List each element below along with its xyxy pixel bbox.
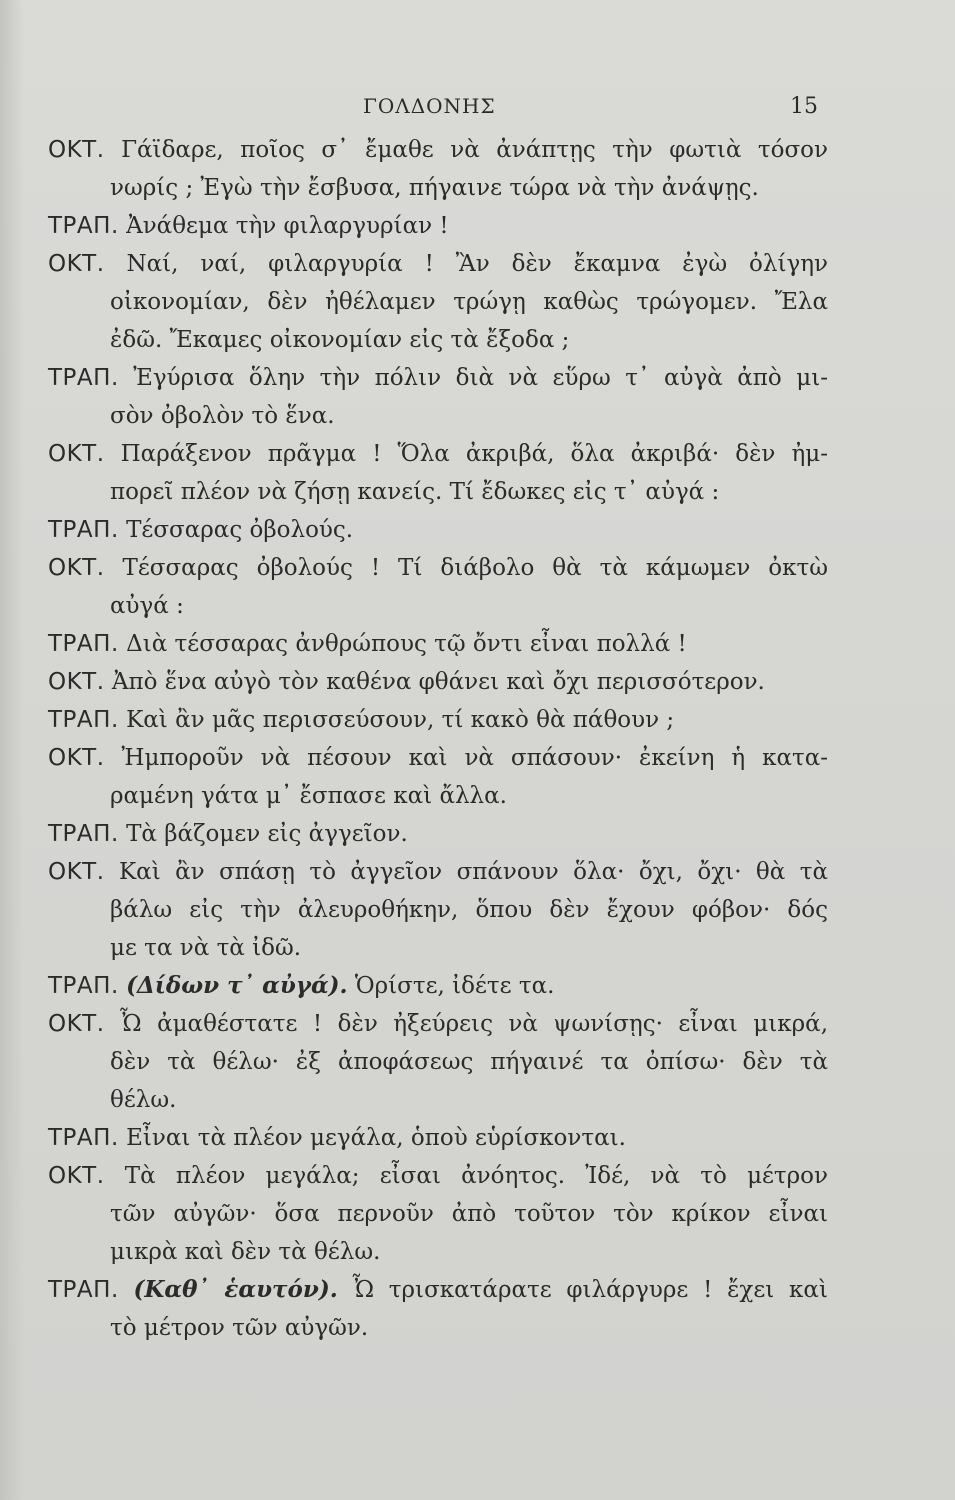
dialogue-line-text: Ὦ τρισκατάρατε φιλάργυρε ! ἔχει καὶ [352,1277,828,1303]
dialogue-continuation-line [48,1081,828,1119]
dialogue-line-text: Τὰ πλέον μεγάλα; εἶσαι ἀνόητος. Ἰδέ, νὰ τὸ μέτρον [124,1163,829,1189]
stage-direction: (Καθ᾽ ἑαυτόν). [133,1276,338,1303]
dialogue-line-text: Παράξενον πρᾶγμα ! Ὅλα ἀκριβά, ὅλα ἀκριβά· δὲν ἠμ- [120,441,828,467]
dialogue-first-line [48,1271,828,1309]
dialogue-text [48,131,828,1347]
dialogue-line-text: Τέσσαρας ὀβολούς. [126,517,354,543]
dialogue-line-text: Ναί, ναί, φιλαργυρία ! Ἂν δὲν ἔκαμνα ἐγὼ ὀλίγην [126,251,829,277]
dialogue-line-text: Ὁρίστε, ἰδέτε τα. [354,973,555,999]
speaker-label: ΟΚΤ. [48,441,105,467]
speaker-label: ΟΚΤ. [48,1011,105,1037]
dialogue-line-text: Γάϊδαρε, ποῖος σ᾽ ἔμαθε νὰ ἀνάπτῃς τὴν φωτιὰ τόσον [121,137,829,163]
dialogue-continuation-line [48,587,828,625]
dialogue-line-text: σὸν ὀβολὸν τὸ ἕνα. [110,403,335,429]
dialogue-entry [48,131,828,207]
dialogue-line-text: τὸ μέτρον τῶν αὐγῶν. [110,1315,369,1341]
speaker-label: ΤΡΑΠ. [48,821,119,847]
dialogue-first-line [48,1157,828,1195]
dialogue-entry [48,549,828,625]
dialogue-continuation-line [48,473,828,511]
dialogue-line-text: Ἐγύρισα ὅλην τὴν πόλιν διὰ νὰ εὕρω τ᾽ αὐγὰ ἀπὸ μι- [133,365,829,391]
dialogue-entry [48,1157,828,1271]
speaker-label: ΤΡΑΠ. [48,707,119,733]
dialogue-continuation-line [48,1195,828,1233]
dialogue-first-line [48,549,828,587]
speaker-label: ΤΡΑΠ. [48,517,119,543]
dialogue-line-text: Τὰ βάζομεν εἰς ἀγγεῖον. [126,821,408,847]
speaker-label: ΤΡΑΠ. [48,213,119,239]
speaker-label: ΤΡΑΠ. [48,1125,119,1151]
dialogue-continuation-line [48,1043,828,1081]
dialogue-first-line [48,853,828,891]
dialogue-continuation-line [48,321,828,359]
dialogue-line-text: δὲν τὰ θέλω· ἐξ ἀποφάσεως πήγαινέ τα ὀπίσω· δὲν τὰ [110,1049,828,1075]
dialogue-first-line [48,359,828,397]
dialogue-first-line [48,739,828,777]
dialogue-continuation-line [48,777,828,815]
dialogue-first-line [48,207,828,245]
dialogue-line-text: θέλω. [110,1087,177,1113]
dialogue-line-text: νωρίς ; Ἐγὼ τὴν ἔσβυσα, πήγαινε τώρα νὰ τὴν ἀνάψῃς. [110,175,759,201]
dialogue-line-text: βάλω εἰς τὴν ἀλευροθήκην, ὅπου δὲν ἔχουν φόβον· δός [110,897,828,923]
dialogue-continuation-line [48,169,828,207]
dialogue-continuation-line [48,397,828,435]
dialogue-line-text: με τα νὰ τὰ ἰδῶ. [110,935,302,961]
dialogue-continuation-line [48,929,828,967]
page-edge-shadow [0,0,24,1500]
dialogue-line-text: Ὦ ἀμαθέστατε ! δὲν ἠξεύρεις νὰ ψωνίσῃς· εἶναι μικρά, [120,1011,829,1037]
dialogue-line-text: Ἀνάθεμα τὴν φιλαργυρίαν ! [126,213,449,239]
dialogue-first-line [48,511,828,549]
speaker-label: ΟΚΤ. [48,137,105,163]
dialogue-entry [48,701,828,739]
running-head [0,88,955,128]
dialogue-first-line [48,131,828,169]
dialogue-entry [48,245,828,359]
dialogue-first-line [48,701,828,739]
dialogue-entry [48,511,828,549]
dialogue-line-text: ραμένη γάτα μ᾽ ἔσπασε καὶ ἄλλα. [110,783,507,809]
dialogue-entry [48,853,828,967]
dialogue-line-text: Καὶ ἂν σπάσῃ τὸ ἀγγεῖον σπάνουν ὅλα· ὄχι, ὄχι· θὰ τὰ [118,859,829,885]
dialogue-line-text: Καὶ ἂν μᾶς περισσεύσουν, τί κακὸ θὰ πάθουν ; [126,707,675,733]
dialogue-entry [48,739,828,815]
dialogue-continuation-line [48,1309,828,1347]
stage-direction: (Δίδων τ᾽ αὐγά). [126,972,348,999]
speaker-label: ΟΚΤ. [48,669,105,695]
dialogue-entry [48,967,828,1005]
dialogue-entry [48,207,828,245]
dialogue-first-line [48,435,828,473]
running-title: ΓΟΛΔΟΝΗΣ [363,94,496,118]
dialogue-first-line [48,815,828,853]
dialogue-entry [48,625,828,663]
speaker-label: ΤΡΑΠ. [48,973,119,999]
dialogue-entry [48,435,828,511]
dialogue-continuation-line [48,891,828,929]
dialogue-entry [48,1271,828,1347]
dialogue-continuation-line [48,1233,828,1271]
dialogue-continuation-line [48,283,828,321]
dialogue-line-text: τῶν αὐγῶν· ὅσα περνοῦν ἀπὸ τοῦτον τὸν κρίκον εἶναι [110,1201,828,1227]
dialogue-line-text: πορεῖ πλέον νὰ ζήσῃ κανείς. Τί ἔδωκες εἰς τ᾽ αὐγά : [110,479,720,505]
dialogue-first-line [48,1119,828,1157]
dialogue-entry [48,815,828,853]
dialogue-entry [48,359,828,435]
dialogue-first-line [48,245,828,283]
speaker-label: ΤΡΑΠ. [48,365,119,391]
speaker-label: ΤΡΑΠ. [48,631,119,657]
dialogue-line-text: Εἶναι τὰ πλέον μεγάλα, ὁποὺ εὑρίσκονται. [126,1125,626,1151]
dialogue-entry [48,1119,828,1157]
page-number: 15 [790,94,818,119]
dialogue-first-line [48,625,828,663]
dialogue-entry [48,1005,828,1119]
dialogue-line-text: Ἀπὸ ἕνα αὐγὸ τὸν καθένα φθάνει καὶ ὄχι περισσότερον. [111,669,765,695]
dialogue-first-line [48,967,828,1005]
dialogue-line-text: μικρὰ καὶ δὲν τὰ θέλω. [110,1239,381,1265]
dialogue-entry [48,663,828,701]
speaker-label: ΤΡΑΠ. [48,1277,119,1303]
speaker-label: ΟΚΤ. [48,1163,105,1189]
dialogue-line-text: Τέσσαρας ὀβολούς ! Τί διάβολο θὰ τὰ κάμωμεν ὀκτὼ [122,555,828,581]
dialogue-line-text: Διὰ τέσσαρας ἀνθρώπους τῷ ὄντι εἶναι πολλά ! [126,631,687,657]
dialogue-line-text: οἰκονομίαν, δὲν ἠθέλαμεν τρώγῃ καθὼς τρώγομεν. Ἔλα [110,289,828,315]
dialogue-line-text: ἐδῶ. Ἔκαμες οἰκονομίαν εἰς τὰ ἔξοδα ; [110,327,570,353]
dialogue-first-line [48,663,828,701]
speaker-label: ΟΚΤ. [48,859,105,885]
speaker-label: ΟΚΤ. [48,251,105,277]
speaker-label: ΟΚΤ. [48,555,105,581]
dialogue-line-text: αὐγά : [110,593,184,619]
speaker-label: ΟΚΤ. [48,745,105,771]
dialogue-first-line [48,1005,828,1043]
dialogue-line-text: Ἠμποροῦν νὰ πέσουν καὶ νὰ σπάσουν· ἐκείνη ἡ κατα- [121,745,829,771]
